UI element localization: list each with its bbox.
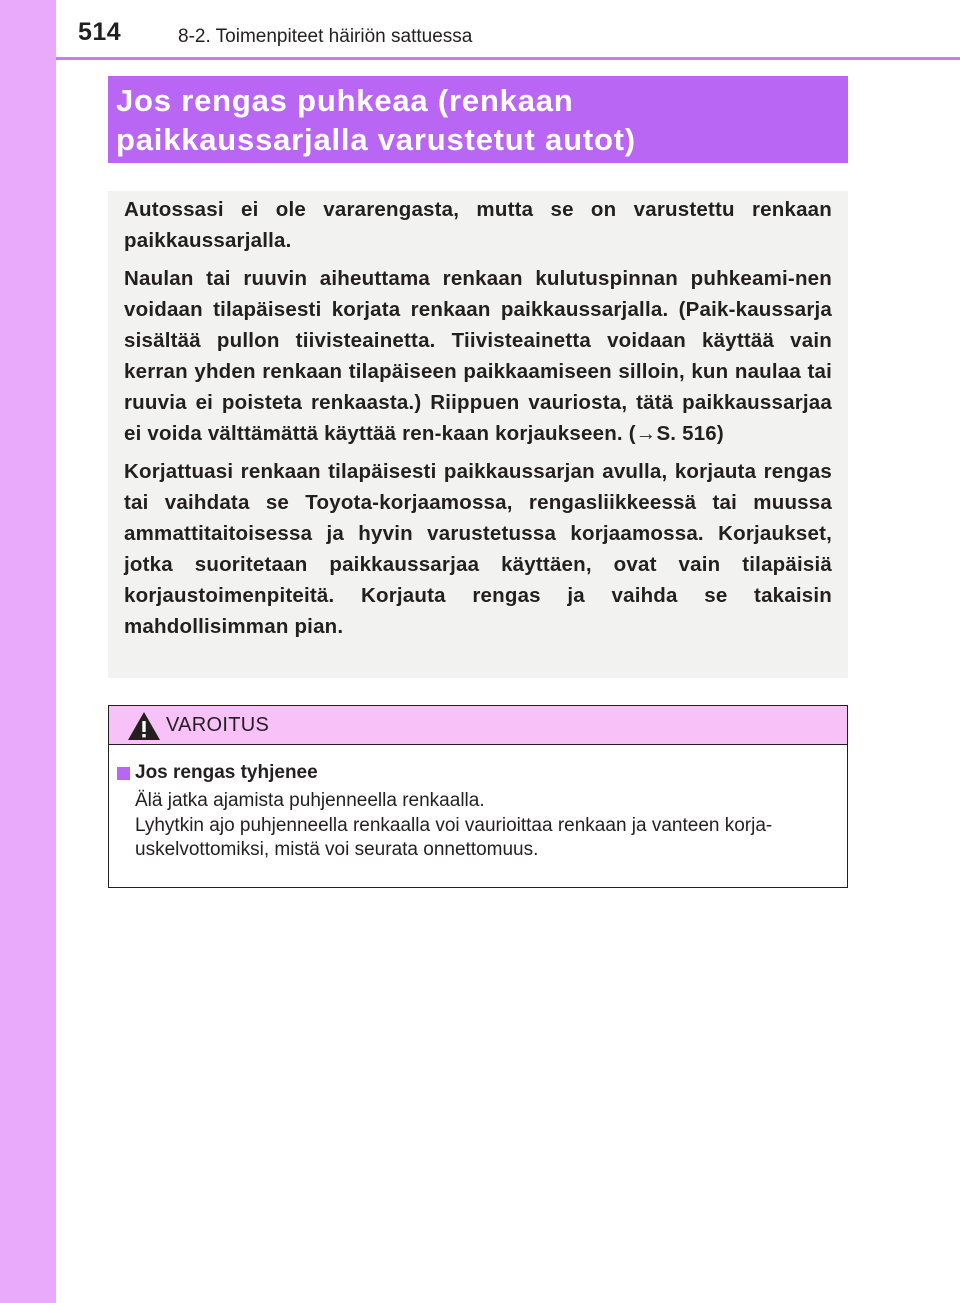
section-title-line-2: paikkaussarjalla varustetut autot) [116, 122, 636, 157]
page-number: 514 [78, 18, 122, 46]
section-title [108, 76, 848, 163]
intro-paragraph-2 [124, 263, 832, 449]
intro-paragraph-2-text: Naulan tai ruuvin aiheuttama renkaan kulutuspinnan puhkeami-nen voidaan tilapäisesti korjata renkaan paikkaussarjalla. (Paik-kaussarja sisältää pullon tiivisteainetta. Tiivisteainetta voidaan käyttää vain kerran yhden renkaan tilapäiseen paikkaamiseen silloin, kun naulaa tai ruuvia ei poisteta renkaasta.) Riippuen vauriosta, tätä paikkaussarjaa ei voida välttämättä käyttää ren-kaan korjaukseen. ( [124, 267, 832, 445]
warning-body [109, 745, 847, 863]
intro-paragraph-3: Korjattuasi renkaan tilapäisesti paikkaussarjan avulla, korjauta rengas tai vaihdata se Toyota-korjaamossa, rengasliikkeessä tai muussa ammattitaitoisessa ja hyvin varustetussa korjaamossa. Korjaukset, jotka suoritetaan paikkaussarjaa käyttäen, ovat vain tilapäisiä korjaustoimenpiteitä. Korjauta rengas ja vaihda se takaisin mahdollisimman pian. [124, 460, 832, 638]
warning-line-3: uskelvottomiksi, mistä voi seurata onnettomuus. [135, 839, 539, 860]
page-reference-link[interactable]: S. 516) [656, 422, 724, 445]
warning-triangle-icon [127, 711, 161, 741]
warning-line-2: Lyhytkin ajo puhjenneella renkaalla voi vaurioittaa renkaan ja vanteen korja- [135, 814, 773, 836]
side-color-band [0, 0, 56, 1303]
warning-heading-text: Jos rengas tyhjenee [135, 762, 318, 783]
intro-box [108, 191, 848, 678]
warning-header [109, 706, 847, 745]
chapter-header: 8-2. Toimenpiteet häiriön sattuessa [178, 26, 473, 47]
warning-line-1: Älä jatka ajamista puhjenneella renkaalla. [135, 790, 485, 811]
section-title-line-1: Jos rengas puhkeaa (renkaan [116, 83, 574, 118]
reference-arrow-icon: → [635, 422, 657, 445]
square-bullet-icon [117, 767, 130, 780]
warning-heading [117, 761, 833, 785]
intro-paragraph-1: Autossasi ei ole vararengasta, mutta se on varustettu renkaan paikkaussarjalla. [124, 198, 832, 252]
warning-label: VAROITUS [166, 714, 270, 736]
header-divider [56, 57, 960, 60]
warning-text [135, 789, 833, 863]
warning-box [108, 705, 848, 888]
